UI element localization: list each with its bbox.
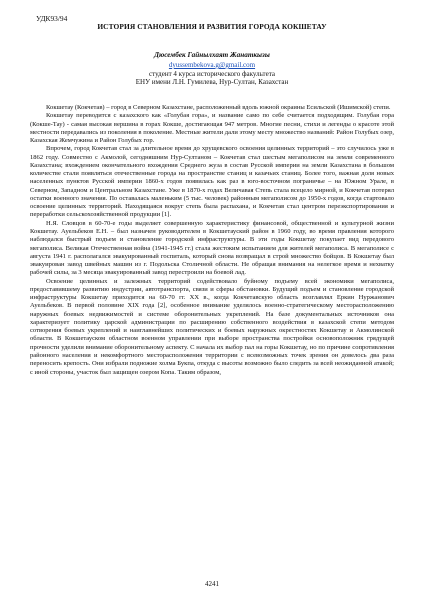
body-paragraph-1: Кокшетау (Кокчетав) – город в Северном Казахстане, расположенный вдоль южной окраины Есильской (Ишимской) степи. — [46, 104, 391, 111]
affiliation-line-2: ЕНУ имени Л.Н. Гумилева, Нур-Султан, Казахстан — [135, 78, 289, 86]
body-paragraph-4: Н.Я. Словцов в 60-70-е годы выделяет совершенную характеристику финансовой, общественной и культурной жизни Кокшетау. Ауельбеков Е.Н. – был назначен руководителем в Кокшетауский район в 1960 году, во время правления которого наблюдался быстрый подъем и становление городской инфраструктуры. В эти годы Кокшетау покупает вид передового мегаполиса. Великая Отечественная война (1941-1945 гг.) стала жестоким испытанием для жителей мегаполиса. В мегаполисе с августа 1941 г. располагался эвакуированный госпиталь, который снова возвращал в строй множество бойцов. В Кокшетау был эвакуирован завод швейных машин из г. Подольска Столичной области. Не обращая внимания на нелегкое время и нехватку рабочей силы, за 3 месяца эвакуированный завод перестроили на боевой лад. — [30, 219, 394, 277]
article-body — [30, 104, 394, 562]
author-affiliation — [30, 70, 394, 87]
article-title: ИСТОРИЯ СТАНОВЛЕНИЯ И РАЗВИТИЯ ГОРОДА КОКШЕТАУ — [97, 22, 327, 31]
body-paragraph-5: Освоение целинных и залежных территорий содействовало буйному подъему всей экономики мегаполиса, предоставившему развитию индустрии, автотранспорта, связи и сферы обстановки. Будущий подъем и становление городской инфраструктуры Кокшетау приходится на 60-70 гг. ХХ в., когда Кокчетавскую область возглавлял Еркин Нуржанович Ауельбеков. В первой половине ХIХ года [2], особенное внимание уделялось военно-стратегическому месторасположению наружных боевых недвижимостей и системе оборонительных укреплений. На базе документальных источников она характеризует политику царской администрации по расширению собственного воздействия в казахской степи методом сотворения боевых укреплений и наиглавнейших политических и боевых наружных окрестностях Кокшетау и Акмолинской области. В Кокшетауском областном военном управлении при выборе пространства постройки основоположник грядущей прочности уделили внимание оборонительному аспекту. С начала их выбор пал на горы Кокшетау, но по причине сопротивления районного населения и некомфортного месторасположения территории с всевозможных точек зрения он довелось два раза переносить крепость. Они избрали подножие холма Букпа, откуда с высоты возможно было следить за всей неожиданной атакой; с иной стороны, участок был защищен озером Копа. Таким образом, — [30, 277, 394, 376]
body-paragraph-3: Впрочем, город Кокчетав стал за длительное время до хрущевского освоения целинных территорий – это случилось уже в 1862 году. Совместно с Акмолой, сегодняшним Нур-Султаном – Кокчетав стал шестым мегаполисом на земли современного Казахстана; вхождением окончательного вхождения Среднего жуза в состав Русской империи на земли Казахстана в большом количестве стали появляться отечественные города на пространстве станиц и казачьих станиц. Более того, важная доля новых населенных пунктов Русской империи 1860-х годов появилась как раз в юго-восточном пограничье – на Южном Урале, в Северном, Западном и Центральном Казахстане. Уже в 1870-х годах Величавая Степь стала всецело мирной, и Кокчетав потерял остатки военного значения. По оставалась маленьким (5 тыс. человек) районным мегаполисом до 1950-х годов, когда стартовало освоение целинных территорий. Находящаяся вокруг степь была распахана, и Кокчетав стал центром переэкспортирования и переработки сельскохозяйственной продукции [1]. — [30, 145, 394, 219]
udk-code: УДК93/94 — [36, 14, 68, 23]
affiliation-line-1: студент 4 курса исторического факультета — [149, 69, 275, 78]
page-number: 4241 — [205, 580, 219, 588]
author-email-link[interactable]: dyussembekova.g@gmail.com — [168, 61, 256, 69]
body-paragraph-2: Кокшетау переводится с казахского как «Голубая гора», и название само по себе считается подходящим. Голубая гора (Кокше-Тау) - самая высокая вершина в горах Кокше, достигающая 947 метров. Многие песни, стихи и легенды о красоте этой местности передавались из поколения в поколение. Местные жители дали этому месту множество названий: Район Голубых озер, Казахская Жемчужина и Район Голубых гор. — [30, 112, 394, 145]
author-name: Дюсембек Гайнылхаят Жанаткызы — [154, 51, 270, 59]
